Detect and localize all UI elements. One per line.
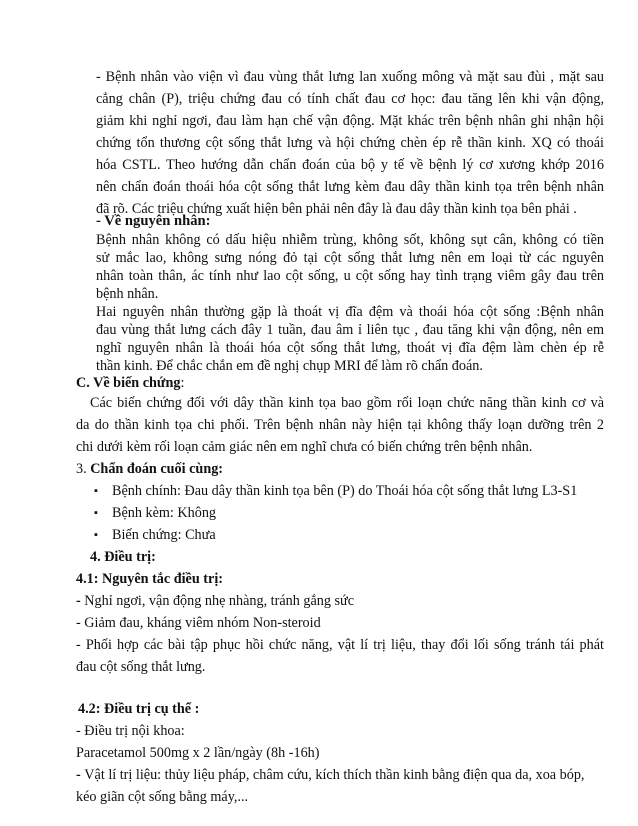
paragraph-line: nghĩ nguyên nhân là thoái hóa cột sống thắt lưng, thoát vị đĩa đệm làm chèn ép rễ (96, 340, 604, 356)
treatment-item: Paracetamol 500mg x 2 lần/ngày (8h -16h) (76, 745, 320, 761)
principle-item: - Phối hợp các bài tập phục hồi chức năng, vật lí trị liệu, thay đổi lối sống tránh tái phát (76, 637, 604, 653)
paragraph-line: bệnh nhân. (96, 286, 159, 302)
paragraph-line: da do thần kinh tọa chi phối. Trên bệnh nhân này hiện tại không thấy loạn dưỡng trên 2 (76, 417, 604, 433)
principle-item (76, 593, 354, 610)
heading-text: Chẩn đoán cuối cùng: (90, 461, 224, 477)
paragraph-line: chứng tổn thương cột sống thắt lưng và hội chứng chèn ép rễ thần kinh. XQ có thoái (96, 135, 604, 151)
paragraph-line: thần kinh. Để chắc chắn em đề nghị chụp MRI để làm rõ chẩn đoán. (96, 358, 483, 374)
paragraph-line: đã rõ. Các triệu chứng xuất hiện bên phải nên đây là đau dây thần kinh tọa bên phải . (96, 201, 577, 217)
complications-heading-text: C. Về biến chứng (76, 375, 181, 391)
section-heading-complications (76, 375, 184, 392)
paragraph-line: giảm khi nghỉ ngơi, đau làm hạn chế vận động. Mặt khác trên bệnh nhân ghi nhận hội (96, 113, 604, 129)
principle-item: - Giảm đau, kháng viêm nhóm Non-steroid (76, 615, 321, 631)
treatment-text: Vật lí trị liệu: thủy liệu pháp, châm cứu, kích thích thần kinh bằng điện qua da, xoa bóp, (84, 767, 585, 783)
section-heading-cause: - Về nguyên nhân: (96, 213, 211, 229)
bullet-square-icon: ▪ (94, 485, 98, 497)
bullet-square-icon: ▪ (94, 507, 98, 519)
section-heading-treatment: 4. Điều trị: (90, 549, 156, 565)
paragraph-line: nên chẩn đoán thoái hóa cột sống thắt lưng kèm đau dây thần kinh tọa trên bệnh nhân (96, 179, 604, 195)
paragraph-line: Hai nguyên nhân thường gặp là thoát vị đĩa đệm và thoái hóa cột sống :Bệnh nhân (96, 304, 604, 320)
dash: - (76, 767, 85, 783)
treatment-item: - Điều trị nội khoa: (76, 723, 185, 739)
paragraph-line: chi dưới kèm rối loạn cảm giác nên em nghĩ chưa có biến chứng trên bệnh nhân. (76, 439, 533, 455)
treatment-item-continued: kéo giãn cột sống bằng máy,... (76, 789, 249, 805)
principle-text: Nghỉ ngơi, vận động nhẹ nhàng, tránh gắng sức (84, 593, 355, 609)
heading-number: 3. (76, 461, 91, 477)
paragraph-line: Các biến chứng đối với dây thần kinh tọa bao gồm rối loạn chức năng thần kinh cơ và (90, 395, 604, 411)
treatment-item (76, 767, 584, 784)
subheading-specific-treatment: 4.2: Điều trị cụ thể : (78, 701, 200, 717)
paragraph-line: nhân toàn thân, ác tính như lao cột sống, u cột sống hay tình trạng viêm gây đau trên (96, 268, 604, 284)
list-item: Bệnh chính: Đau dây thần kinh tọa bên (P) do Thoái hóa cột sống thắt lưng L3-S1 (112, 483, 578, 499)
paragraph-line: cẳng chân (P), triệu chứng đau có tính chất đau cơ học: đau tăng lên khi vận động, (96, 91, 604, 107)
subheading-principles: 4.1: Nguyên tắc điều trị: (76, 571, 223, 587)
dash: - (76, 593, 85, 609)
list-item: Biến chứng: Chưa (112, 527, 216, 543)
paragraph-line: đau vùng thắt lưng cách đây 1 tuần, đau âm ỉ liên tục , đau tăng khi vận động, nên em (96, 322, 604, 338)
paragraph-line: Bệnh nhân không có dấu hiệu nhiễm trùng, không sốt, không sụt cân, không có tiền (96, 232, 604, 248)
paragraph-line: - Bệnh nhân vào viện vì đau vùng thắt lưng lan xuống mông và mặt sau đùi , mặt sau (96, 69, 604, 85)
section-heading-final-diagnosis (76, 461, 223, 478)
paragraph-line: sử mắc lao, không sưng nóng đỏ tại cột sống thắt lưng nên em loại từ các nguyên (96, 250, 604, 266)
complications-heading-colon: : (180, 375, 185, 391)
paragraph-line: hóa CSTL. Theo hướng dẫn chẩn đoán của bộ y tế về bệnh lý cơ xương khớp 2016 (96, 157, 604, 173)
list-item: Bệnh kèm: Không (112, 505, 217, 521)
bullet-square-icon: ▪ (94, 529, 98, 541)
principle-item-continued: đau cột sống thắt lưng. (76, 659, 206, 675)
